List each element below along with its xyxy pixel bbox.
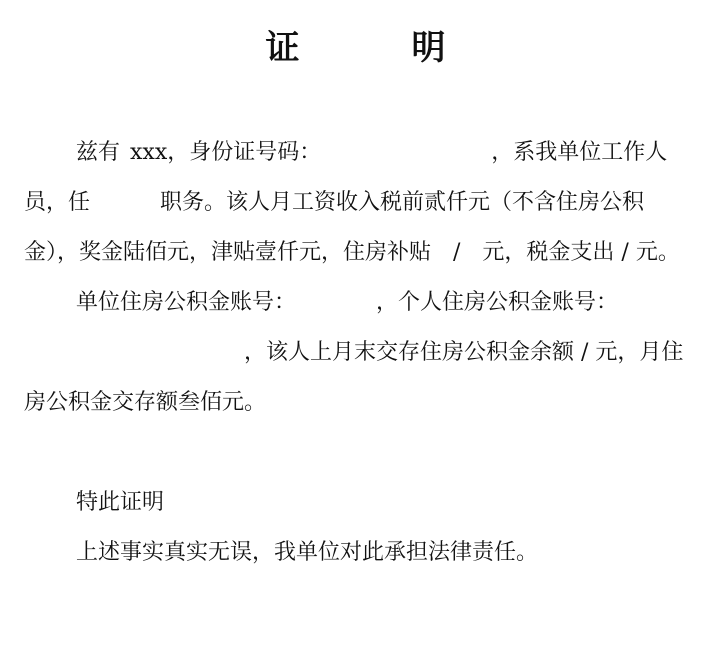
personal-fund-account-label: ，个人住房公积金账号： (376, 290, 619, 315)
paragraph-employee-info (24, 128, 692, 278)
unit-fund-account-label: 单位住房公积金账号： (76, 290, 297, 315)
employee-name: xxx (130, 140, 168, 165)
certification-line: 特此证明 (76, 490, 165, 515)
employee-relation-text: ，系我单位工作人员，任 (24, 140, 668, 215)
certificate-body (24, 128, 692, 578)
paragraph-spacer (24, 428, 692, 478)
document-title (0, 26, 711, 70)
title-char-left: 证 (265, 28, 300, 68)
title-char-right: 明 (411, 28, 446, 68)
id-number-label: ，身份证号码： (167, 140, 322, 165)
paragraph-housing-fund (24, 278, 692, 428)
salary-details-text: 职务。该人月工资收入税前贰仟元（不含住房公积金），奖金陆佰元，津贴壹仟元，住房补贴 / 元，税金支出 / 元。 (24, 190, 680, 265)
intro-text: 兹有 (76, 140, 121, 165)
fund-balance-text: ，该人上月末交存住房公积金余额 / 元，月住房公积金交存额叁佰元。 (24, 340, 684, 415)
responsibility-statement: 上述事实真实无误，我单位对此承担法律责任。 (76, 540, 539, 565)
